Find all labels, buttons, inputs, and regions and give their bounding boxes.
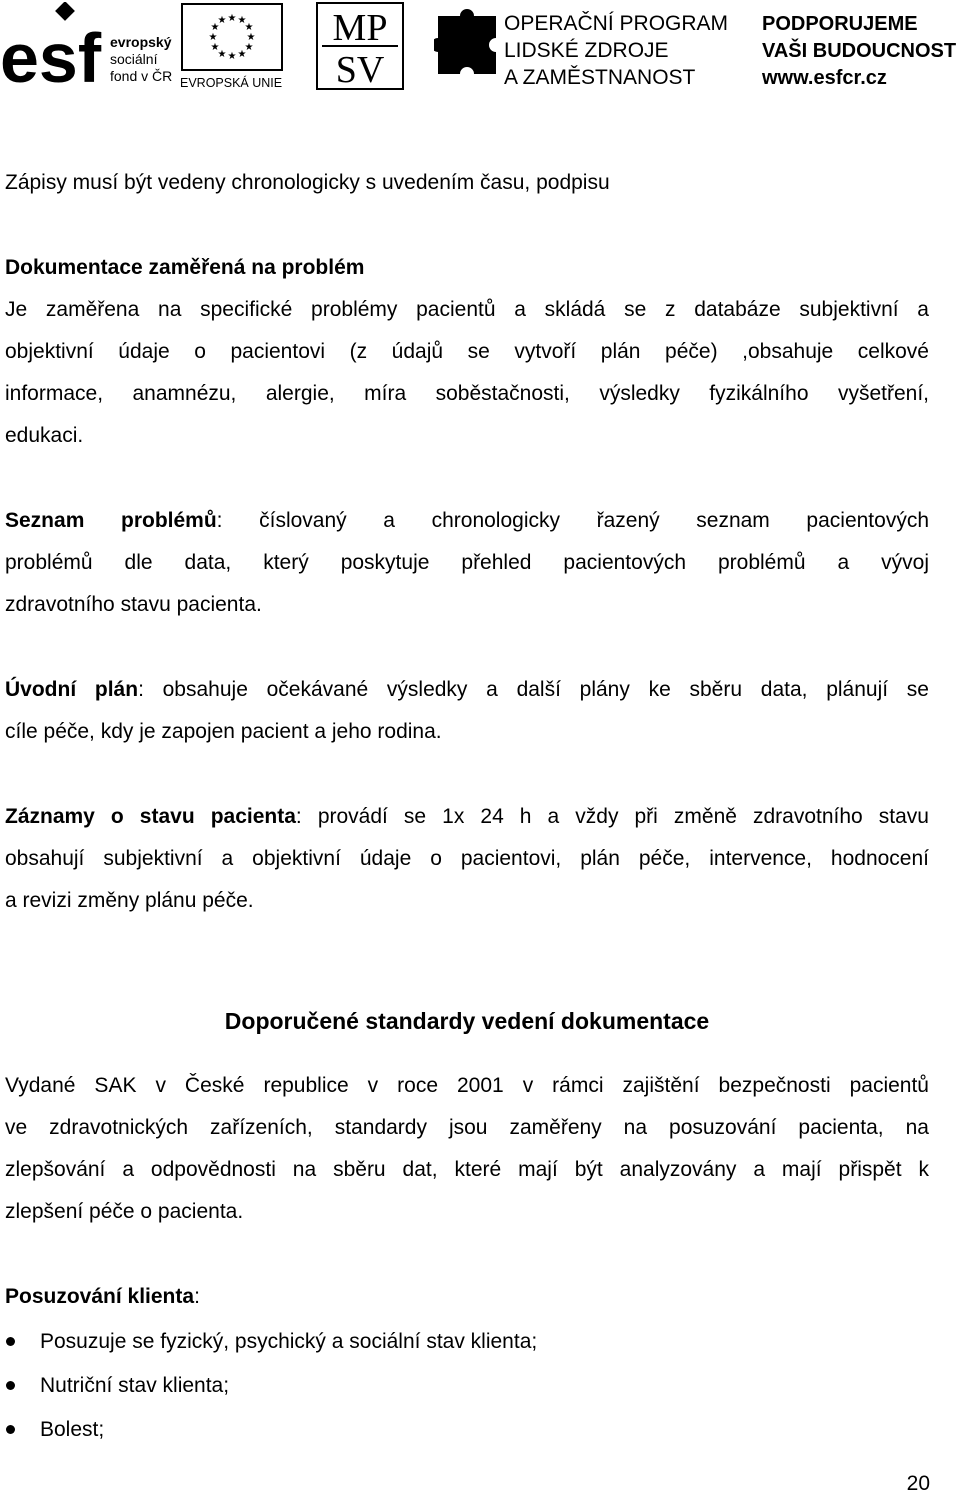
svg-text:★: ★ <box>237 15 247 26</box>
esf-logo-mark: esf <box>0 19 102 92</box>
mpsv-logo-graphic <box>316 2 406 92</box>
paragraph-problem-oriented <box>5 247 929 457</box>
op-logo-line3: A ZAMĚSTNANOST <box>504 66 696 89</box>
paragraph-sak-standards <box>5 1065 929 1233</box>
header-logo-bar <box>0 0 960 96</box>
paragraph-line <box>5 796 929 838</box>
paragraph-line: informace, anamnézu, alergie, míra soběstačnosti, výsledky fyzikálního vyšetření, <box>5 382 929 405</box>
svg-text:★: ★ <box>244 42 254 53</box>
paragraph-patient-records <box>5 796 929 922</box>
tagline-url: www.esfcr.cz <box>762 67 887 89</box>
tagline-line2: VAŠI BUDOUCNOST <box>762 40 957 62</box>
esf-logo-line3: fond v ČR <box>110 68 173 84</box>
paragraph-text: : obsahuje očekávané výsledky a další plány ke sběru data, plánují se <box>138 678 929 701</box>
svg-text:★: ★ <box>208 32 218 43</box>
paragraph-line: ve zdravotnických zařízeních, standardy jsou zaměřeny na posuzování pacienta, na <box>5 1116 929 1139</box>
paragraph-line: problémů dle data, který poskytuje přehled pacientových problémů a vývoj <box>5 551 929 574</box>
mpsv-logo <box>316 2 406 92</box>
paragraph-line: zdravotního stavu pacienta. <box>5 593 262 616</box>
svg-text:★: ★ <box>210 22 220 33</box>
bullet-icon <box>6 1425 15 1434</box>
paragraph-line: Vydané SAK v České republice v roce 2001 v rámci zajištění bezpečnosti pacientů <box>5 1074 929 1097</box>
op-logo-line2: LIDSKÉ ZDROJE <box>504 39 669 62</box>
op-puzzle-icon <box>434 2 744 92</box>
esf-logo-line1: evropský <box>110 34 172 50</box>
bullet-icon <box>6 1381 15 1390</box>
paragraph-line: zlepšení péče o pacienta. <box>5 1200 244 1223</box>
paragraph-line: a revizi změny plánu péče. <box>5 889 254 912</box>
svg-text:★: ★ <box>217 15 227 26</box>
term-initial-plan: Úvodní plán <box>5 678 139 701</box>
paragraph-line: obsahují subjektivní a objektivní údaje o pacientovi, plán péče, intervence, hodnocení <box>5 847 929 870</box>
list-item <box>0 1364 940 1408</box>
svg-text:★: ★ <box>210 42 220 53</box>
paragraph-line: zlepšování a odpovědnosti na sběru dat, které mají být analyzovány a mají přispět k <box>5 1158 929 1181</box>
eu-flag-icon <box>178 2 288 92</box>
svg-text:★: ★ <box>217 49 227 60</box>
op-logo-line1: OPERAČNÍ PROGRAM <box>504 12 729 35</box>
paragraph-problem-list <box>5 500 929 626</box>
tagline-line1: PODPORUJEME <box>762 13 918 35</box>
paragraph-chronology <box>5 162 929 204</box>
paragraph-line: objektivní údaje o pacientovi (z údajů se vytvoří plán péče) ,obsahuje celkové <box>5 340 929 363</box>
mpsv-logo-top: MP <box>332 7 388 49</box>
svg-text:★: ★ <box>244 22 254 33</box>
paragraph-line <box>5 1276 929 1318</box>
tagline-graphic <box>760 2 960 92</box>
op-logo <box>434 2 744 92</box>
paragraph-line: edukaci. <box>5 424 84 447</box>
paragraph-text: : <box>194 1285 200 1308</box>
svg-text:★: ★ <box>227 13 237 24</box>
paragraph-text: : provádí se 1x 24 h a vždy při změně zdravotního stavu <box>295 805 929 828</box>
bullet-icon <box>6 1337 15 1346</box>
list-item-text: Nutriční stav klienta; <box>40 1374 230 1397</box>
list-item-text: Posuzuje se fyzický, psychický a sociální stav klienta; <box>40 1330 538 1353</box>
paragraph-text: : číslovaný a chronologicky řazený seznam pacientových <box>216 509 929 532</box>
section-heading: Doporučené standardy vedení dokumentace <box>224 1008 710 1034</box>
term-client-assessment: Posuzování klienta <box>5 1285 195 1308</box>
esf-logo-graphic <box>0 2 175 92</box>
paragraph-client-assessment <box>5 1276 929 1318</box>
paragraph-line <box>5 500 929 542</box>
eu-logo <box>178 2 288 92</box>
esf-logo <box>0 2 175 92</box>
page-number: 20 <box>906 1472 930 1495</box>
svg-text:★: ★ <box>237 49 247 60</box>
list-item-text: Bolest; <box>40 1418 105 1441</box>
bullet-list <box>0 1320 940 1452</box>
mpsv-logo-bottom: SV <box>335 49 385 91</box>
paragraph-line: cíle péče, kdy je zapojen pacient a jeho rodina. <box>5 720 442 743</box>
list-item <box>0 1408 940 1452</box>
paragraph-line: Je zaměřena na specifické problémy pacientů a skládá se z databáze subjektivní a <box>5 298 929 321</box>
list-item <box>0 1320 940 1364</box>
eu-logo-caption: EVROPSKÁ UNIE <box>180 76 283 90</box>
term-patient-records: Záznamy o stavu pacienta <box>5 805 296 828</box>
svg-text:★: ★ <box>246 32 256 43</box>
term-problem-list: Seznam problémů <box>5 509 217 532</box>
paragraph-text: Zápisy musí být vedeny chronologicky s uvedením času, podpisu <box>5 171 610 194</box>
paragraph-line <box>5 669 929 711</box>
paragraph-initial-plan <box>5 669 929 753</box>
esf-logo-line2: sociální <box>110 51 158 67</box>
svg-text:★: ★ <box>227 51 237 62</box>
tagline-logo <box>760 2 960 92</box>
subheading-problem-oriented: Dokumentace zaměřená na problém <box>5 256 365 279</box>
